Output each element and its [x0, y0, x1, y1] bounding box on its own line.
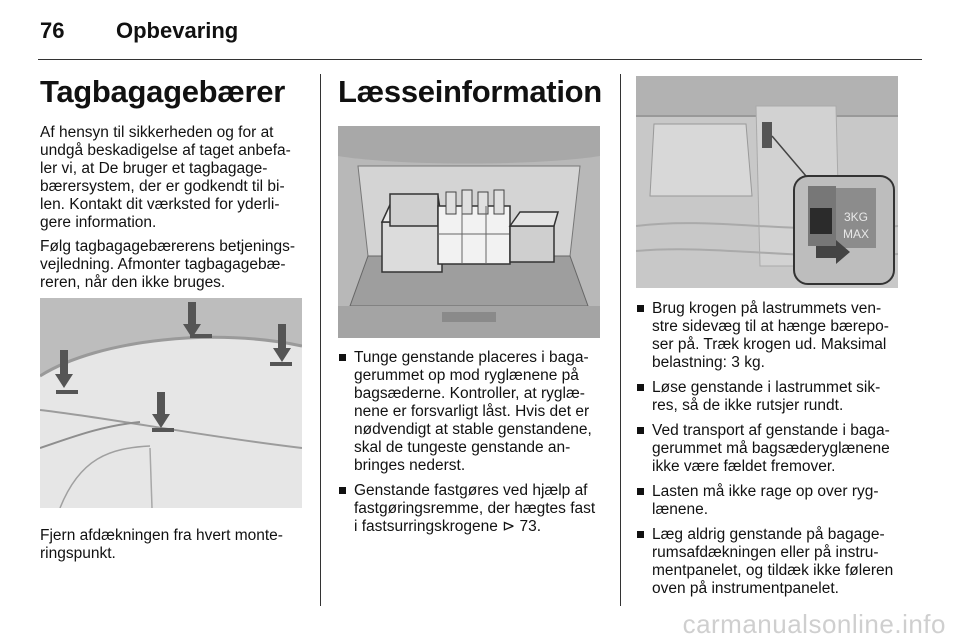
hook-illustration — [636, 76, 898, 288]
right-bullet-2: Løse genstande i lastrummet sik- res, så de ikke rutsjer rundt. — [636, 379, 904, 415]
section-title: Opbevaring — [116, 18, 239, 43]
left-paragraph-2: Følg tagbagagebærerens betjenings- vejledning. Afmonter tagbagagebæ- reren, når den ikke bruges. — [40, 238, 296, 291]
left-caption — [40, 527, 312, 569]
right-bullet-5: Læg aldrig genstande på bagage- rumsafdækningen eller på instru- mentpanelet, og tildæk ikke føleren oven på instrumentpanelet. — [636, 526, 904, 598]
watermark: carmanualsonline.info — [682, 609, 946, 639]
right-bullet-list — [636, 300, 904, 605]
middle-bullet-1: Tunge genstande placeres i baga- gerummet op mod ryglænene på bagsæderne. Kontroller, at ryglæ- nene er forsvarligt låst. Hvis det er nødvendigt at stable genstandene, skal de tungeste genstande an- bringes nederst. — [338, 349, 608, 475]
roof-rack-illustration — [40, 298, 302, 508]
hook-label-weight: 3KG — [843, 210, 869, 224]
column-divider-left — [320, 74, 321, 606]
hook-illustration-svg — [636, 76, 898, 288]
left-section-title: Tagbagagebærer — [40, 74, 286, 109]
left-body-text — [40, 124, 312, 298]
roof-illustration-svg — [40, 298, 302, 508]
cargo-illustration-svg — [338, 126, 600, 338]
page-number: 76 — [40, 18, 65, 43]
middle-section-title: Læsseinformation — [338, 74, 602, 109]
right-bullet-1: Brug krogen på lastrummets ven- stre sidevæg til at hænge bærepo- ser på. Træk krogen ud. Maksimal belastning: 3 kg. — [636, 300, 904, 372]
page-header — [40, 18, 238, 44]
right-bullet-4: Lasten må ikke rage op over ryg- lænene. — [636, 483, 904, 519]
column-divider-right — [620, 74, 621, 606]
left-paragraph-1: Af hensyn til sikkerheden og for at undgå beskadigelse af taget anbefa- ler vi, at De bruger et tagbagage- bærersystem, der er godkendt til bi- len. Kontakt dit værksted for yderli- gere information. — [40, 124, 291, 231]
middle-bullet-2: Genstande fastgøres ved hjælp af fastgøringsremme, der hægtes fast i fastsurringskrogene ⊳ 73. — [338, 482, 608, 536]
middle-bullet-list — [338, 349, 608, 543]
header-rule — [38, 59, 922, 60]
right-bullet-3: Ved transport af genstande i baga- gerummet må bagsæderyglænene ikke være fældet fremover. — [636, 422, 904, 476]
cargo-loading-illustration — [338, 126, 600, 338]
left-caption-text: Fjern afdækningen fra hvert monte- ringspunkt. — [40, 527, 283, 562]
hook-label-max: MAX — [842, 227, 870, 241]
